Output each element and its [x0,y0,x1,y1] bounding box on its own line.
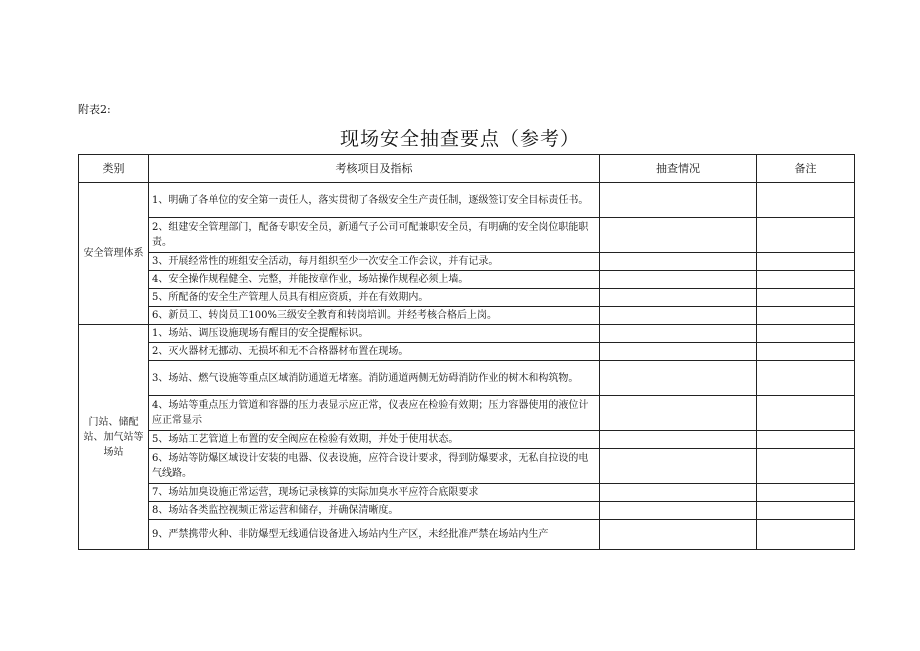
remark-cell[interactable] [757,431,855,449]
table-row [79,484,855,502]
item-cell: 1、明确了各单位的安全第一责任人，落实贯彻了各级安全生产责任制，逐级签订安全目标责任书。 [149,183,600,218]
table-row [79,431,855,449]
inspection-table [78,154,855,550]
item-cell: 2、灭火器材无挪动、无损坏和无不合格器材布置在现场。 [149,343,600,361]
table-row [79,361,855,396]
category-cell: 门站、储配站、加气站等场站 [79,325,149,550]
result-cell[interactable] [600,271,757,289]
table-row [79,183,855,218]
table-row [79,502,855,520]
remark-cell[interactable] [757,307,855,325]
table-row [79,343,855,361]
item-cell: 9、严禁携带火种、非防爆型无线通信设备进入场站内生产区，未经批准严禁在场站内生产 [149,520,600,550]
item-cell: 5、所配备的安全生产管理人员具有相应资质，并在有效期内。 [149,289,600,307]
table-row [79,271,855,289]
table-row [79,520,855,550]
annex-label: 附表2: [78,103,111,116]
table-row [79,307,855,325]
remark-cell[interactable] [757,396,855,431]
table-row [79,289,855,307]
table-row [79,449,855,484]
remark-cell[interactable] [757,361,855,396]
remark-cell[interactable] [757,218,855,253]
remark-cell[interactable] [757,343,855,361]
item-cell: 6、新员工、转岗员工100%三级安全教育和转岗培训。并经考核合格后上岗。 [149,307,600,325]
remark-cell[interactable] [757,520,855,550]
result-cell[interactable] [600,289,757,307]
result-cell[interactable] [600,361,757,396]
remark-cell[interactable] [757,325,855,343]
item-cell: 3、开展经常性的班组安全活动，每月组织至少一次安全工作会议，并有记录。 [149,253,600,271]
header-result: 抽查情况 [600,155,757,183]
item-cell: 2、组建安全管理部门，配备专职安全员，新通气子公司可配兼职安全员，有明确的安全岗位职能职责。 [149,218,600,253]
header-category: 类别 [79,155,149,183]
result-cell[interactable] [600,520,757,550]
item-cell: 7、场站加臭设施正常运营，现场记录核算的实际加臭水平应符合底限要求 [149,484,600,502]
remark-cell[interactable] [757,253,855,271]
item-cell: 5、场站工艺管道上布置的安全阀应在检验有效期，并处于使用状态。 [149,431,600,449]
result-cell[interactable] [600,502,757,520]
header-row [79,155,855,183]
item-cell: 8、场站各类监控视频正常运营和储存，并确保清晰度。 [149,502,600,520]
item-cell: 1、场站、调压设施现场有醒目的安全提醒标识。 [149,325,600,343]
result-cell[interactable] [600,325,757,343]
table-row [79,218,855,253]
result-cell[interactable] [600,183,757,218]
result-cell[interactable] [600,431,757,449]
item-cell: 3、场站、燃气设施等重点区域消防通道无堵塞。消防通道两侧无妨碍消防作业的树木和构筑物。 [149,361,600,396]
remark-cell[interactable] [757,502,855,520]
result-cell[interactable] [600,484,757,502]
item-cell: 6、场站等防爆区域设计安装的电器、仪表设施，应符合设计要求，得到防爆要求，无私自拉设的电气线路。 [149,449,600,484]
result-cell[interactable] [600,218,757,253]
remark-cell[interactable] [757,449,855,484]
table-row [79,325,855,343]
item-cell: 4、场站等重点压力管道和容器的压力表显示应正常，仪表应在检验有效期；压力容器使用的液位计应正常显示 [149,396,600,431]
remark-cell[interactable] [757,271,855,289]
item-cell: 4、安全操作规程健全、完整，并能按章作业，场站操作规程必须上墙。 [149,271,600,289]
category-cell: 安全管理体系 [79,183,149,325]
result-cell[interactable] [600,396,757,431]
result-cell[interactable] [600,253,757,271]
header-remark: 备注 [757,155,855,183]
remark-cell[interactable] [757,484,855,502]
result-cell[interactable] [600,343,757,361]
remark-cell[interactable] [757,289,855,307]
result-cell[interactable] [600,449,757,484]
result-cell[interactable] [600,307,757,325]
remark-cell[interactable] [757,183,855,218]
table-row [79,396,855,431]
table-row [79,253,855,271]
header-item: 考核项目及指标 [149,155,600,183]
page-title: 现场安全抽查要点（参考） [339,128,580,150]
